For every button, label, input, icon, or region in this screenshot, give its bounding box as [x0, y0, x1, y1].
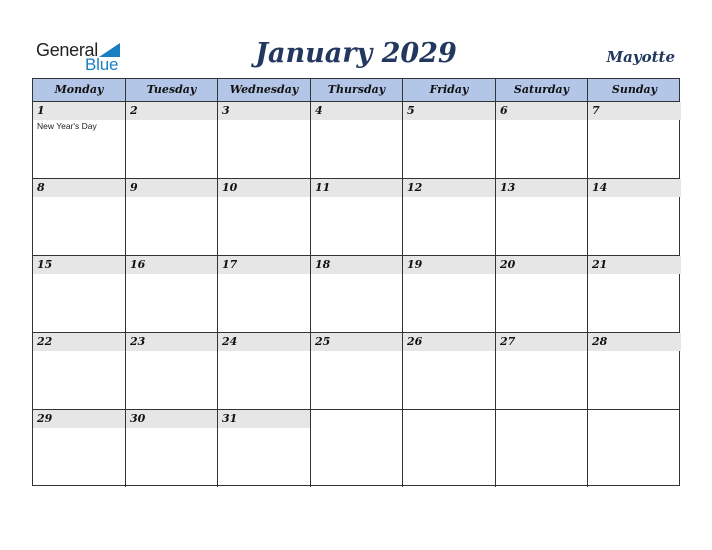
day-cell — [496, 410, 588, 487]
day-cell — [403, 333, 496, 409]
day-number: 9 — [130, 181, 138, 194]
weekday-header-tuesday: Tuesday — [126, 79, 218, 101]
day-number: 13 — [500, 181, 516, 194]
day-number-bar — [403, 102, 495, 120]
day-cell — [403, 179, 496, 255]
day-cell — [33, 333, 126, 409]
day-cell — [33, 102, 126, 178]
day-cell — [126, 256, 218, 332]
day-number: 2 — [130, 104, 138, 117]
day-cell — [311, 179, 403, 255]
day-number-bar — [126, 102, 217, 120]
day-cell — [588, 179, 681, 255]
day-cell — [218, 179, 311, 255]
day-number: 12 — [407, 181, 423, 194]
day-number: 27 — [500, 335, 516, 348]
day-number: 6 — [500, 104, 508, 117]
day-cell — [311, 102, 403, 178]
day-cell — [33, 410, 126, 487]
day-number: 31 — [222, 412, 238, 425]
day-cell — [218, 102, 311, 178]
day-cell — [311, 333, 403, 409]
day-number-bar — [588, 102, 681, 120]
day-cell — [403, 410, 496, 487]
day-number: 21 — [592, 258, 608, 271]
weekday-header-sunday: Sunday — [611, 83, 658, 96]
holiday-label: New Year's Day — [37, 121, 97, 131]
weekday-header-friday: Friday — [403, 79, 496, 101]
day-cell — [588, 102, 681, 178]
day-number-bar — [218, 102, 310, 120]
day-number-bar — [126, 179, 217, 197]
day-number: 20 — [500, 258, 516, 271]
day-number-bar — [33, 102, 125, 120]
day-number: 24 — [222, 335, 238, 348]
day-number: 1 — [37, 104, 45, 117]
logo-text-general: General — [36, 40, 98, 60]
day-number-bar — [311, 102, 402, 120]
day-cell — [588, 256, 681, 332]
day-number: 26 — [407, 335, 423, 348]
logo-text-blue: Blue — [85, 55, 119, 74]
day-cell — [496, 256, 588, 332]
day-cell — [403, 102, 496, 178]
day-cell — [496, 102, 588, 178]
day-cell — [126, 333, 218, 409]
day-cell — [311, 256, 403, 332]
day-number: 30 — [130, 412, 146, 425]
day-number: 25 — [315, 335, 331, 348]
day-number: 17 — [222, 258, 238, 271]
day-cell — [218, 410, 311, 487]
day-cell — [496, 333, 588, 409]
week-row — [33, 333, 679, 410]
weekday-header-thursday: Thursday — [311, 79, 403, 101]
day-cell — [218, 333, 311, 409]
weekday-header-monday: Monday — [33, 79, 126, 101]
week-row — [33, 410, 679, 487]
day-cell — [126, 102, 218, 178]
day-number: 4 — [315, 104, 323, 117]
calendar-grid — [32, 78, 680, 486]
day-number: 23 — [130, 335, 146, 348]
day-cell — [588, 410, 681, 487]
day-cell — [588, 333, 681, 409]
day-number: 10 — [222, 181, 238, 194]
day-cell — [126, 179, 218, 255]
weekday-header-wednesday: Wednesday — [218, 79, 311, 101]
day-number: 15 — [37, 258, 53, 271]
day-number: 8 — [37, 181, 45, 194]
weekday-header-saturday: Saturday — [496, 79, 588, 101]
week-row — [33, 256, 679, 333]
day-number: 18 — [315, 258, 331, 271]
day-number: 22 — [37, 335, 53, 348]
day-number: 14 — [592, 181, 608, 194]
day-cell — [33, 179, 126, 255]
region-label: Mayotte — [606, 48, 675, 66]
day-cell — [33, 256, 126, 332]
day-number: 19 — [407, 258, 423, 271]
day-number: 3 — [222, 104, 230, 117]
day-number-bar — [496, 102, 587, 120]
day-number: 29 — [37, 412, 53, 425]
day-number-bar — [33, 179, 125, 197]
week-row — [33, 102, 679, 179]
day-cell — [311, 410, 403, 487]
day-number: 11 — [315, 181, 331, 194]
day-cell — [126, 410, 218, 487]
day-cell — [496, 179, 588, 255]
day-number: 7 — [592, 104, 600, 117]
day-cell — [403, 256, 496, 332]
weekday-header-row — [33, 79, 679, 102]
day-cell — [218, 256, 311, 332]
day-number: 16 — [130, 258, 146, 271]
day-number: 5 — [407, 104, 415, 117]
calendar-title: January 2029 — [255, 38, 457, 69]
day-number: 28 — [592, 335, 608, 348]
week-row — [33, 179, 679, 256]
